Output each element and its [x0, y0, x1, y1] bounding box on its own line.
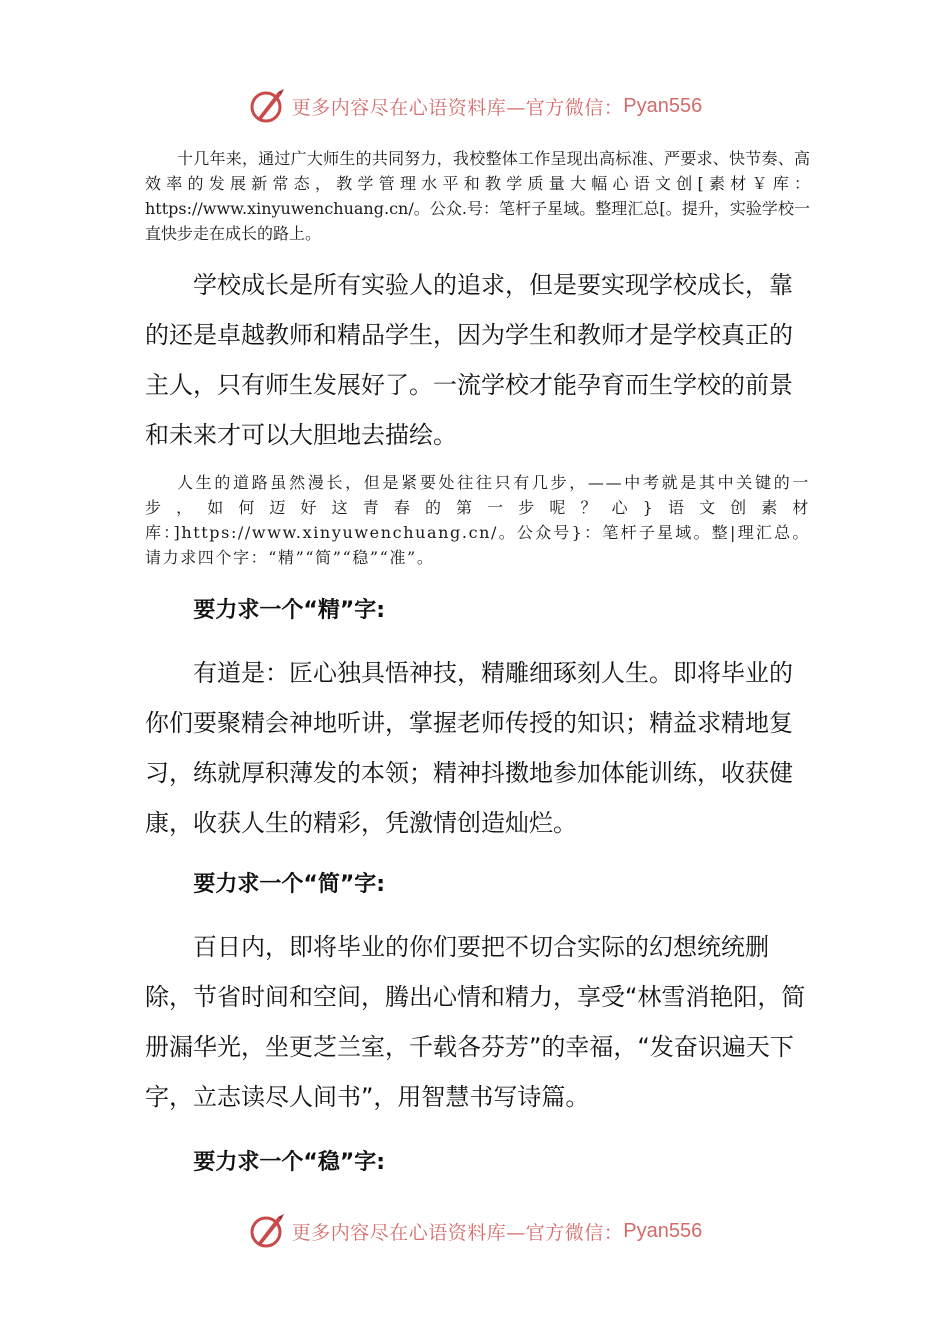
school-growth-paragraph: 学校成长是所有实验人的追求，但是要实现学校成长，靠的还是卓越教师和精品学生，因为学生和教师才是学校真正的主人，只有师生发展好了。一流学校才能孕育而生学校的前景和未来才可以大胆地去描绘。	[145, 271, 793, 449]
life-road-paragraph: 人生的道路虽然漫长，但是紧要处往往只有几步，——中考就是其中关键的一步，如何迈好这青春的第一步呢？心}语文创素材库：]https://www.xinyuwenchuang.cn/。公众号}：笔杆子星域。整|理汇总。请力求四个字：“精”“简”“稳”“准”。	[145, 473, 810, 567]
banner-wechat-id: Pyan556	[623, 1219, 703, 1242]
quill-logo-icon	[248, 86, 288, 126]
heading-jing: 要力求一个“精”字:	[193, 598, 386, 623]
banner-text: 更多内容尽在心语资料库—官方微信：	[291, 96, 624, 119]
heading-wen: 要力求一个“稳”字:	[193, 1150, 386, 1175]
footer-banner	[0, 1211, 950, 1251]
banner-wechat-id: Pyan556	[623, 94, 703, 117]
quill-logo-icon	[248, 1211, 288, 1251]
jian-paragraph: 百日内，即将毕业的你们要把不切合实际的幻想统统删除，节省时间和空间，腾出心情和精力，享受“林雪消艳阳，简册漏华光，坐更芝兰室，千载各芬芳”的幸福，“发奋识遍天下字，立志读尽人间书”，用智慧书写诗篇。	[145, 933, 806, 1111]
banner-text: 更多内容尽在心语资料库—官方微信：	[291, 1221, 624, 1244]
document-body	[145, 146, 810, 1178]
intro-paragraph: 十几年来，通过广大师生的共同努力，我校整体工作呈现出高标准、严要求、快节奏、高效率的发展新常态，教学管理水平和教学质量大幅心语文创[素材￥库：https://www.xinyuwenchuang.cn/。公众.号：笔杆子星域。整理汇总[。提升，实验学校一直快步走在成长的路上。	[145, 149, 810, 243]
heading-jian: 要力求一个“简”字:	[193, 872, 386, 897]
header-banner	[0, 86, 950, 126]
jing-paragraph: 有道是：匠心独具悟神技，精雕细琢刻人生。即将毕业的你们要聚精会神地听讲，掌握老师传授的知识；精益求精地复习，练就厚积薄发的本领；精神抖擞地参加体能训练，收获健康，收获人生的精彩，凭激情创造灿烂。	[145, 659, 793, 837]
